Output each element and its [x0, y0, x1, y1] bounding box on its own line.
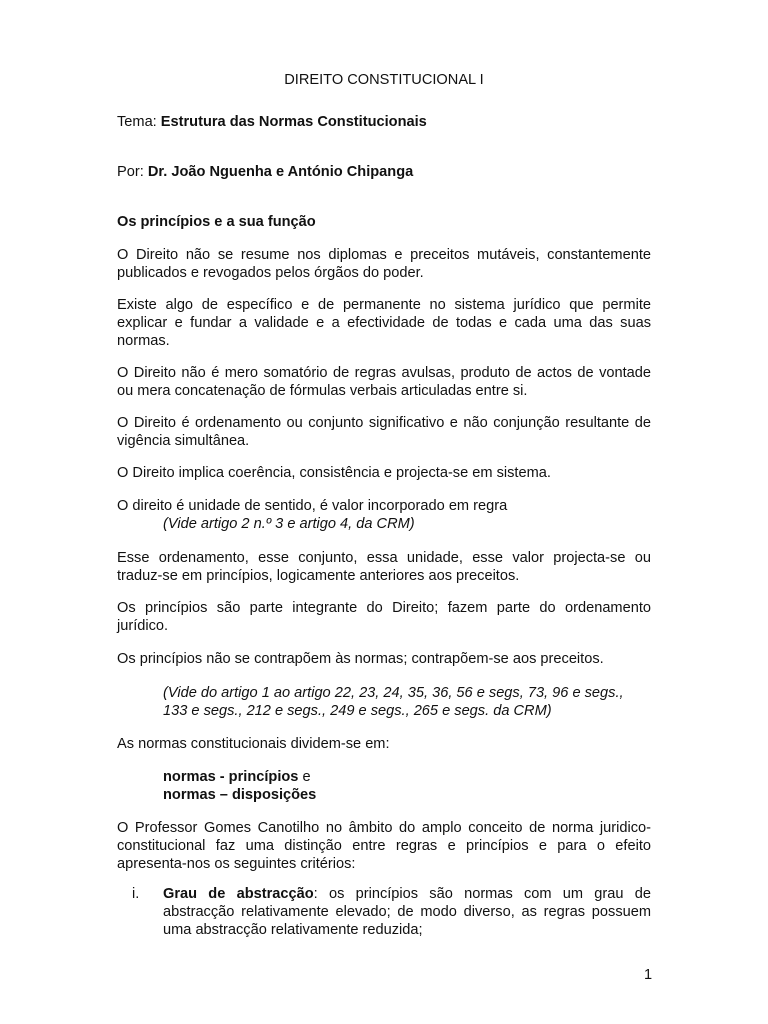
author-line	[117, 163, 651, 181]
paragraph: Os princípios não se contrapõem às normas; contrapõem-se aos preceitos.	[117, 651, 604, 667]
list-item-term: Grau de abstracção	[163, 886, 314, 902]
course-title: DIREITO CONSTITUCIONAL I	[284, 72, 484, 88]
paragraph: O Professor Gomes Canotilho no âmbito do amplo conceito de norma juridico-constitucional faz uma distinção entre regras e princípios e para o efeito apresenta-nos os seguintes critérios:	[117, 820, 651, 872]
paragraph: O Direito é ordenamento ou conjunto significativo e não conjunção resultante de vigência simultânea.	[117, 415, 651, 449]
list-item	[163, 885, 651, 939]
paragraph: Esse ordenamento, esse conjunto, essa unidade, esse valor projecta-se ou traduz-se em princípios, logicamente anteriores aos preceitos.	[117, 550, 651, 584]
normas-disposicoes: normas – disposições	[163, 787, 317, 803]
tema-label: Tema:	[117, 114, 161, 130]
article-reference: (Vide artigo 2 n.º 3 e artigo 4, da CRM)	[163, 516, 415, 532]
tema-line	[117, 113, 651, 131]
normas-item	[163, 768, 697, 786]
paragraph: As normas constitucionais dividem-se em:	[117, 736, 390, 752]
paragraph: Os princípios são parte integrante do Direito; fazem parte do ordenamento jurídico.	[117, 600, 651, 634]
list-item-text: : os princípios são normas com um grau de abstracção relativamente elevado; de modo diverso, as regras possuem uma abstracção relativamente reduzida;	[163, 886, 651, 938]
normas-suffix: e	[298, 769, 311, 785]
paragraph: O direito é unidade de sentido, é valor incorporado em regra	[117, 498, 508, 514]
paragraph: Existe algo de específico e de permanente no sistema jurídico que permite explicar e fundar a validade e a efectividade de todas e cada uma das suas normas.	[117, 297, 651, 349]
section-heading: Os princípios e a sua função	[117, 214, 316, 230]
author-value: Dr. João Nguenha e António Chipanga	[147, 164, 414, 180]
page-number: 1	[644, 967, 653, 983]
list-item-number: i.	[132, 886, 140, 902]
author-label: Por:	[117, 164, 148, 180]
article-reference: 133 e segs., 212 e segs., 249 e segs., 265 e segs. da CRM)	[163, 703, 552, 719]
article-reference: (Vide do artigo 1 ao artigo 22, 23, 24, 35, 36, 56 e segs, 73, 96 e segs.,	[163, 685, 624, 701]
paragraph: O Direito não se resume nos diplomas e preceitos mutáveis, constantemente publicados e revogados pelos órgãos do poder.	[117, 247, 651, 281]
tema-value: Estrutura das Normas Constitucionais	[160, 114, 427, 130]
normas-principios: normas - princípios	[163, 769, 299, 785]
paragraph: O Direito não é mero somatório de regras avulsas, produto de actos de vontade ou mera concatenação de fórmulas verbais articuladas entre si.	[117, 365, 651, 399]
paragraph: O Direito implica coerência, consistência e projecta-se em sistema.	[117, 465, 551, 481]
